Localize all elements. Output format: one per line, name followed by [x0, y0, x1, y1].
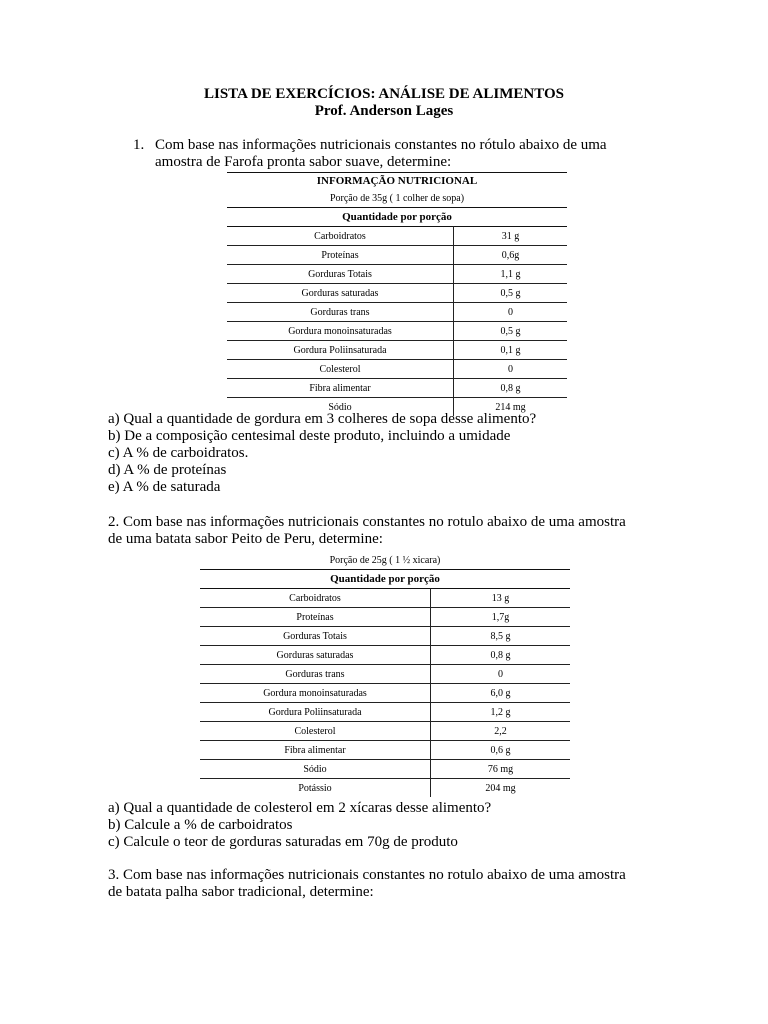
nutrition-row	[200, 760, 570, 779]
question-1-number: 1.	[133, 137, 145, 153]
nutrient-name: Gorduras trans	[200, 665, 431, 684]
question-2-item: c) Calcule o teor de gorduras saturadas em 70g de produto	[108, 834, 458, 850]
nutrition-row	[200, 589, 570, 608]
nutrient-value: 1,7g	[431, 608, 571, 627]
nutrition-row	[200, 741, 570, 760]
nutrient-value: 0,1 g	[454, 341, 568, 360]
nutrition-row	[227, 265, 567, 284]
question-2-item: b) Calcule a % de carboidratos	[108, 817, 293, 833]
nutrition-row	[200, 646, 570, 665]
nutrient-value: 76 mg	[431, 760, 571, 779]
nutrition-row	[200, 779, 570, 798]
nutrition-table-1-header: Quantidade por porção	[342, 211, 452, 223]
nutrient-value: 6,0 g	[431, 684, 571, 703]
nutrient-name: Proteínas	[200, 608, 431, 627]
nutrient-name: Gordura Poliinsaturada	[227, 341, 454, 360]
document-author: Prof. Anderson Lages	[314, 103, 454, 119]
nutrient-value: 0,8 g	[431, 646, 571, 665]
nutrient-name: Gorduras trans	[227, 303, 454, 322]
nutrition-row	[227, 322, 567, 341]
nutrition-row	[200, 703, 570, 722]
nutrition-row	[227, 227, 567, 246]
nutrient-name: Colesterol	[200, 722, 431, 741]
question-3-line: 3. Com base nas informações nutricionais constantes no rotulo abaixo de uma amostra	[108, 867, 626, 883]
question-3-line: de batata palha sabor tradicional, determine:	[108, 884, 374, 900]
nutrient-name: Gorduras Totais	[227, 265, 454, 284]
nutrient-name: Sódio	[200, 760, 431, 779]
question-2-line: de uma batata sabor Peito de Peru, determine:	[108, 531, 383, 547]
nutrient-name: Carboidratos	[227, 227, 454, 246]
nutrition-table-2	[200, 552, 570, 797]
nutrient-value: 0	[454, 360, 568, 379]
question-3-statement	[108, 867, 626, 901]
question-2-items	[108, 800, 491, 851]
nutrient-value: 0,6 g	[431, 741, 571, 760]
nutrient-value: 0	[431, 665, 571, 684]
nutrient-value: 2,2	[431, 722, 571, 741]
nutrient-name: Proteínas	[227, 246, 454, 265]
nutrient-name: Sódio	[227, 398, 454, 417]
nutrition-table-2-header: Quantidade por porção	[330, 573, 440, 585]
nutrition-row	[227, 303, 567, 322]
nutrient-value: 31 g	[454, 227, 568, 246]
nutrition-row	[200, 627, 570, 646]
question-1-statement	[155, 137, 607, 171]
question-1-line: amostra de Farofa pronta sabor suave, determine:	[155, 154, 452, 170]
nutrient-value: 13 g	[431, 589, 571, 608]
nutrition-row	[227, 246, 567, 265]
question-1-line: Com base nas informações nutricionais constantes no rótulo abaixo de uma	[155, 137, 607, 153]
question-1-item: b) De a composição centesimal deste produto, incluindo a umidade	[108, 428, 511, 444]
question-2-line: 2. Com base nas informações nutricionais constantes no rotulo abaixo de uma amostra	[108, 514, 626, 530]
nutrient-value: 1,2 g	[431, 703, 571, 722]
nutrition-table-1	[227, 172, 567, 416]
nutrient-name: Colesterol	[227, 360, 454, 379]
nutrient-value: 8,5 g	[431, 627, 571, 646]
nutrient-value: 214 mg	[495, 401, 526, 413]
nutrient-name: Carboidratos	[200, 589, 431, 608]
nutrition-row	[227, 379, 567, 398]
document-title: LISTA DE EXERCÍCIOS: ANÁLISE DE ALIMENTOS	[204, 86, 564, 102]
nutrient-value: 0,5 g	[454, 322, 568, 341]
nutrient-value: 1,1 g	[454, 265, 568, 284]
nutrient-name: Gorduras saturadas	[200, 646, 431, 665]
nutrition-row	[227, 284, 567, 303]
nutrition-row	[200, 608, 570, 627]
nutrient-value: 204 mg	[485, 782, 516, 794]
question-1-item: c) A % de carboidratos.	[108, 445, 249, 461]
nutrition-table-1-title: INFORMAÇÃO NUTRICIONAL	[316, 175, 478, 187]
nutrient-name: Fibra alimentar	[227, 379, 454, 398]
nutrient-name: Gordura Poliinsaturada	[200, 703, 431, 722]
nutrient-name: Gorduras saturadas	[227, 284, 454, 303]
nutrition-row	[200, 722, 570, 741]
nutrition-row	[227, 341, 567, 360]
nutrient-name: Gordura monoinsaturadas	[200, 684, 431, 703]
nutrition-row	[227, 360, 567, 379]
question-1-item: e) A % de saturada	[108, 479, 221, 495]
question-2-item: a) Qual a quantidade de colesterol em 2 xícaras desse alimento?	[108, 800, 492, 816]
nutrition-row	[200, 684, 570, 703]
nutrition-row	[200, 665, 570, 684]
nutrient-value: 0	[454, 303, 568, 322]
question-1-items	[108, 411, 536, 496]
nutrient-name: Gorduras Totais	[200, 627, 431, 646]
nutrition-table-2-portion: Porção de 25g ( 1 ½ xicara)	[329, 555, 441, 566]
nutrient-name: Gordura monoinsaturadas	[227, 322, 454, 341]
nutrition-table-1-portion: Porção de 35g ( 1 colher de sopa)	[329, 192, 465, 204]
question-2-statement	[108, 514, 626, 548]
question-1-item: a) Qual a quantidade de gordura em 3 colheres de sopa desse alimento?	[108, 411, 537, 427]
nutrient-name: Fibra alimentar	[200, 741, 431, 760]
nutrient-value: 0,8 g	[454, 379, 568, 398]
question-1-item: d) A % de proteínas	[108, 462, 227, 478]
nutrient-name: Potássio	[200, 779, 431, 798]
nutrient-value: 0,6g	[454, 246, 568, 265]
nutrient-value: 0,5 g	[454, 284, 568, 303]
